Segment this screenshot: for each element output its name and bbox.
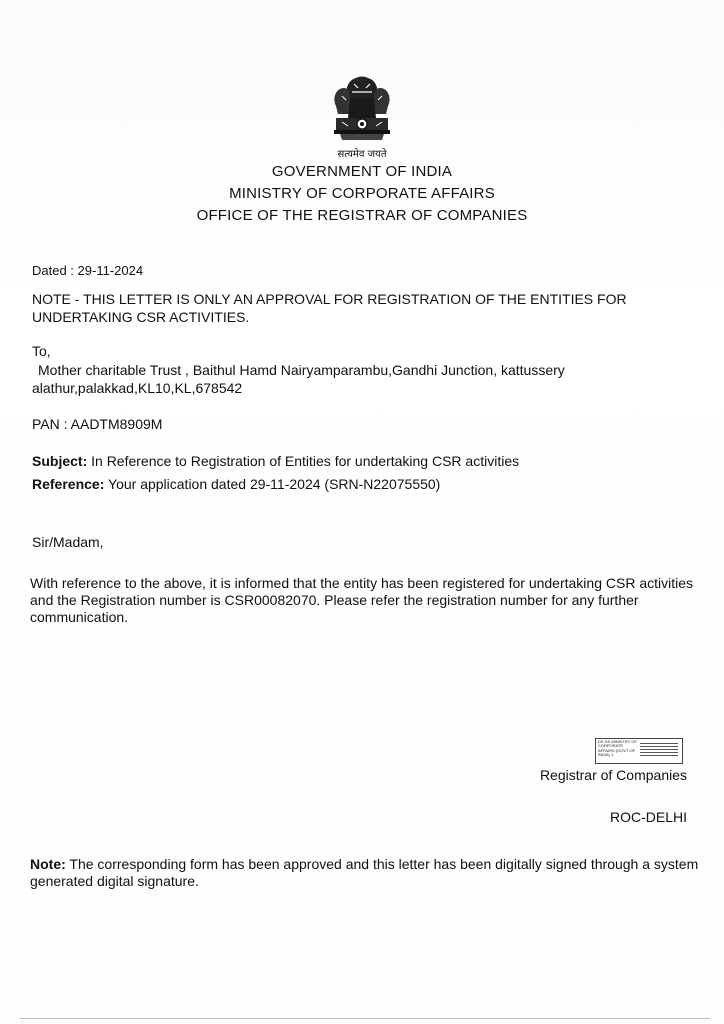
subject-line xyxy=(32,453,519,469)
reference-label: Reference: xyxy=(32,476,105,492)
emblem-motto: सत्यमेव जयते xyxy=(337,149,387,160)
subject-label: Subject: xyxy=(32,453,88,469)
signatory-title: Registrar of Companies xyxy=(539,767,687,783)
date-line: Dated : 29-11-2024 xyxy=(32,263,144,278)
salutation: Sir/Madam, xyxy=(32,534,104,550)
pan-line: PAN : AADTM8909M xyxy=(32,416,163,432)
page-bottom-edge xyxy=(20,1018,710,1019)
to-line: To, xyxy=(32,343,51,359)
footer-note xyxy=(30,856,700,890)
body-paragraph: With reference to the above, it is informed that the entity has been registered for undertaking CSR activities and the Registration number is CSR00082070. Please refer the registration number for any further communication. xyxy=(30,575,694,625)
subject-text: In Reference to Registration of Entities for undertaking CSR activities xyxy=(87,453,520,469)
header-ministry: MINISTRY OF CORPORATE AFFAIRS xyxy=(229,185,495,202)
reference-line xyxy=(32,476,440,492)
digital-signature-stamp xyxy=(595,738,683,764)
signature-stamp-text: DS DS MINISTRY OF CORPORATE AFFAIRS (GOVT OF INDIA) 1 xyxy=(598,739,637,758)
header-government: GOVERNMENT OF INDIA xyxy=(271,163,453,180)
recipient-address: Mother charitable Trust , Baithul Hamd Nairyamparambu,Gandhi Junction, kattussery alathur,palakkad,KL10,KL,678542 xyxy=(32,362,565,396)
reference-text: Your application dated 29-11-2024 (SRN-N22075550) xyxy=(104,476,441,492)
footer-note-text: The corresponding form has been approved and this letter has been digitally signed through a system generated digital signature. xyxy=(30,856,699,889)
footer-note-label: Note: xyxy=(30,856,66,872)
signature-detail-lines xyxy=(640,743,678,758)
header-office: OFFICE OF THE REGISTRAR OF COMPANIES xyxy=(196,207,528,224)
roc-office: ROC-DELHI xyxy=(609,809,687,825)
approval-note: NOTE - THIS LETTER IS ONLY AN APPROVAL FOR REGISTRATION OF THE ENTITIES FOR UNDERTAKING CSR ACTIVITIES. xyxy=(32,291,627,325)
